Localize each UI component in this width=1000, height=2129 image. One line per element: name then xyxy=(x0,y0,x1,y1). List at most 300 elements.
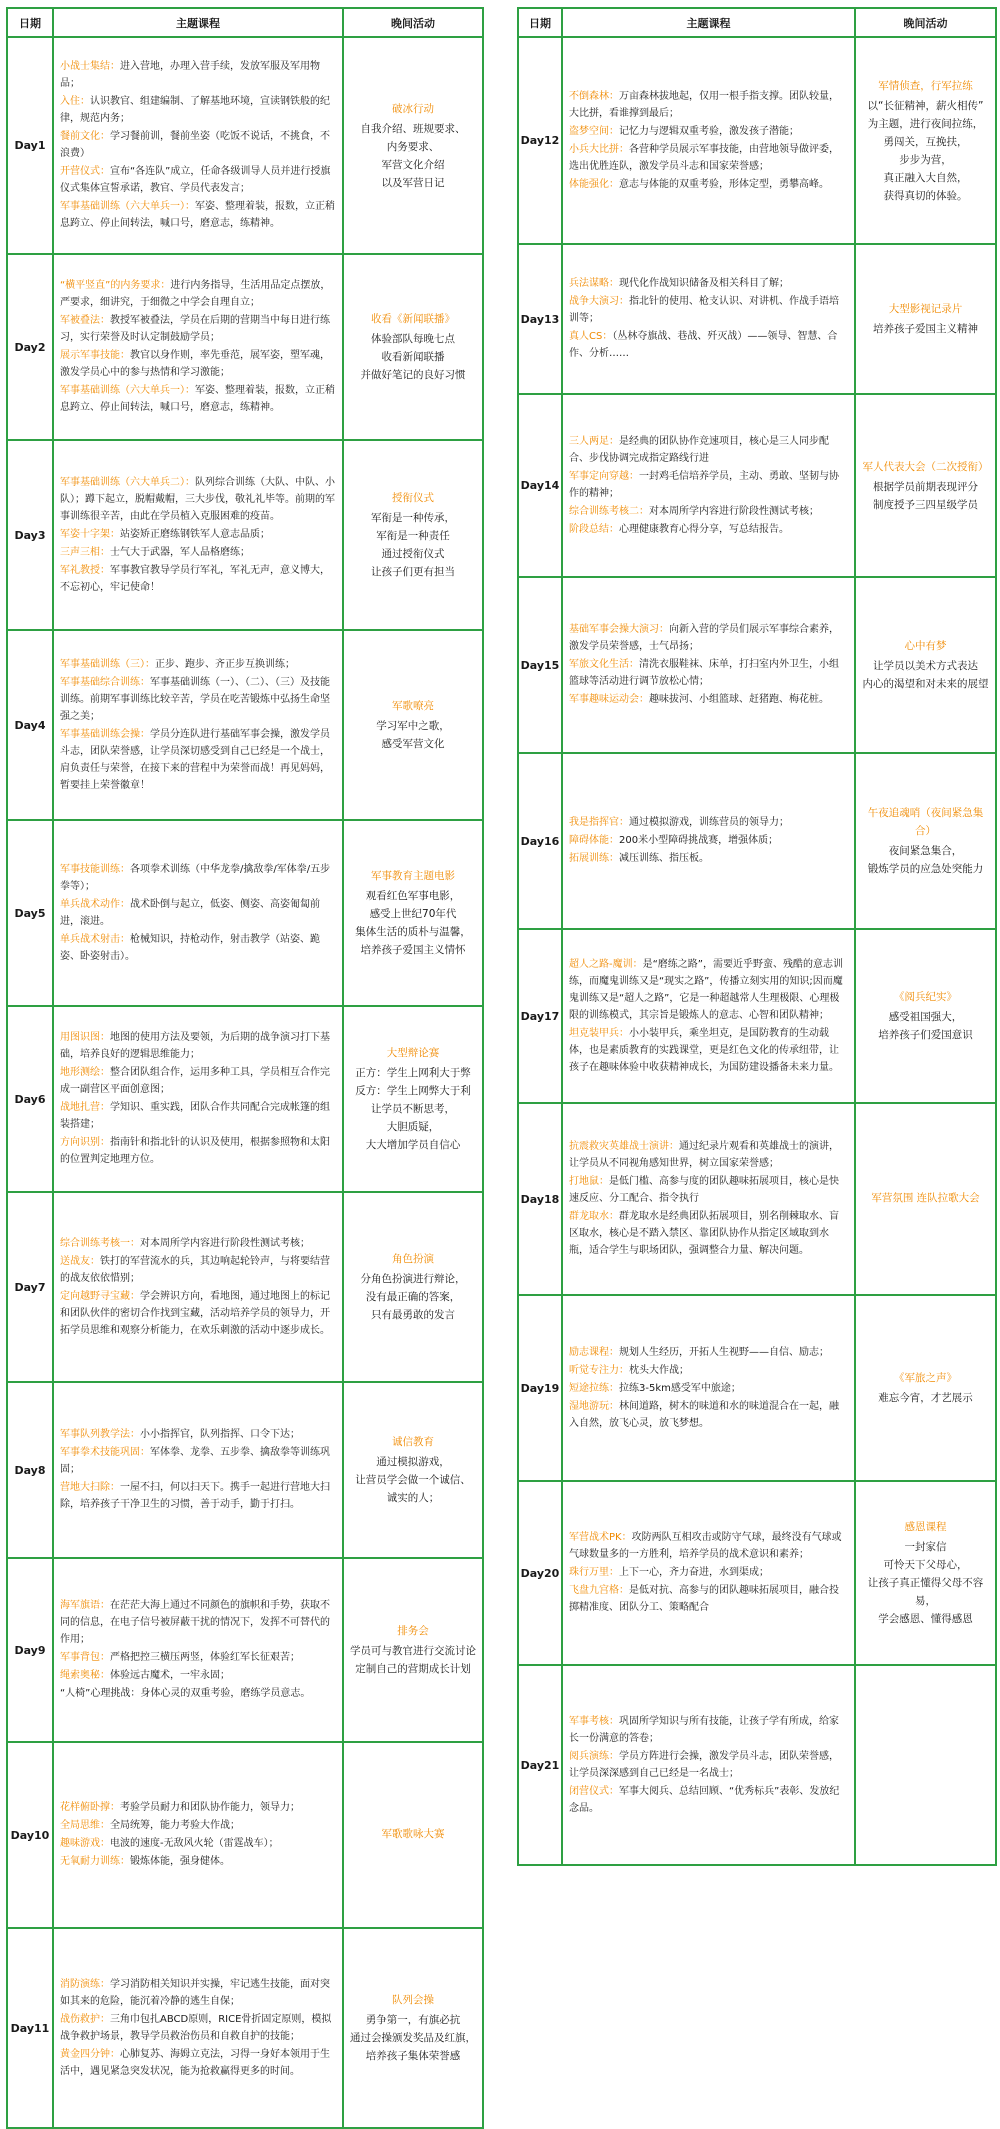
evening-line: 勇闯关，互挽扶， xyxy=(883,135,968,148)
table-row xyxy=(7,1558,483,1742)
topic-description: 清洗衣服鞋袜、床单，打扫室内外卫生，小组篮球等活动进行调节放松心情； xyxy=(569,659,839,687)
topic-description: （丛林夺旗战、巷战、歼灭战）——领导、智慧、合作、分析…… xyxy=(569,331,838,359)
topic-item xyxy=(60,347,336,381)
topic-item xyxy=(569,88,848,122)
topic-keyword: 展示军事技能： xyxy=(60,350,130,361)
topic-keyword: 打地鼠： xyxy=(569,1176,609,1187)
evening-line: 获得真切的体验。 xyxy=(883,189,968,202)
topic-keyword: 小战士集结： xyxy=(60,61,120,72)
topic-cell xyxy=(562,753,855,929)
day-label: Day16 xyxy=(518,753,562,929)
topic-description: 通过纪录片观看和英雄战士的演讲，让学员从不同视角感知世界，树立国家荣誉感； xyxy=(569,1141,839,1169)
topic-description: 意志与体能的双重考验，形体定型，勇攀高峰。 xyxy=(619,178,829,190)
topic-item xyxy=(60,544,336,561)
topic-item xyxy=(60,896,336,930)
topic-item xyxy=(60,93,336,127)
topic-description: 学员方阵进行会操，激发学员斗志，团队荣誉感，让学员深深感到自己已经是一名战士； xyxy=(569,1750,839,1779)
table-row xyxy=(518,37,996,244)
topic-keyword: 军事基础训练会操： xyxy=(60,728,150,740)
topic-description: 巩固所学知识与所有技能，让孩子学有所成，给家长一份满意的答卷； xyxy=(569,1715,839,1744)
topic-item xyxy=(60,1235,336,1252)
topic-cell xyxy=(562,577,855,753)
table-row xyxy=(7,630,483,820)
topic-keyword: 军事背包： xyxy=(60,1652,110,1663)
topic-description: 上下一心，齐力奋进，水到渠成； xyxy=(619,1567,769,1578)
topic-description: 各营种学员展示军事技能，由营地领导做评委，选出优胜连队，激发学员斗志和国家荣誉感； xyxy=(569,143,839,172)
topic-description: 通过模拟游戏，训练营员的领导力； xyxy=(629,817,789,828)
evening-line: 正方：学生上网利大于弊 xyxy=(355,1067,471,1079)
topic-item xyxy=(569,1582,848,1616)
topic-description: 是低对抗、高参与的团队趣味拓展项目，融合投掷精准度、团队分工、策略配合 xyxy=(569,1585,839,1613)
topic-item xyxy=(60,1444,336,1478)
topic-description: 是“磨练之路”，需要近乎野蛮、残酷的意志训练，而魔鬼训练又是“现实之路”，传播立刻实用的知识;因而魔鬼训练又是“超人之路”，它是一种超越常人生理极限、心理极限的训练模式，其宗旨是锻炼人的意志、心智和团队精神； xyxy=(569,958,843,1021)
day-label: Day9 xyxy=(7,1558,53,1742)
topic-item xyxy=(569,1138,848,1172)
table-row xyxy=(518,753,996,929)
topic-description: 指北针的使用、枪支认识、对讲机、作战手语培训等； xyxy=(569,296,839,324)
topic-description: 严格把控三横压两竖，体验红军长征艰苦； xyxy=(110,1652,300,1663)
topic-keyword: 送战友： xyxy=(60,1255,100,1267)
topic-description: 体验远古魔术，一牢永固； xyxy=(110,1670,230,1681)
topic-description: 认识教官、组建编制、了解基地环境，宣读钢铁般的纪律，规范内务； xyxy=(60,96,330,124)
topic-item xyxy=(569,814,848,831)
topic-description: 铁打的军营流水的兵，其边响起轮铃声，与将要结营的战友依依惜别； xyxy=(60,1255,330,1284)
evening-cell xyxy=(855,244,996,394)
table-row xyxy=(7,820,483,1006)
topic-item xyxy=(569,1208,848,1259)
topic-cell xyxy=(53,1006,343,1192)
table-row xyxy=(7,37,483,254)
topic-item xyxy=(569,293,848,327)
topic-keyword: 军营战术PK： xyxy=(569,1532,632,1543)
day-label: Day1 xyxy=(7,37,53,254)
topic-item xyxy=(60,198,336,232)
topic-description: 心肺复苏、海姆立克法，习得一身好本领用于生活中，遇见紧急突发状况，能为抢救赢得更多的时间。 xyxy=(60,2048,330,2077)
topic-keyword: 军事考核： xyxy=(569,1715,619,1727)
topic-keyword: 单兵战术动作： xyxy=(60,898,130,910)
topic-description: 一封鸡毛信培养学员，主动、勇敢、坚韧与协作的精神； xyxy=(569,470,839,499)
day-label: Day11 xyxy=(7,1928,53,2128)
table-row xyxy=(518,1103,996,1295)
evening-line: 学习军中之歌， xyxy=(376,720,450,732)
topic-item xyxy=(60,1029,336,1063)
topic-description: 指南针和指北针的认识及使用，根据参照物和太阳的位置判定地理方位。 xyxy=(60,1137,330,1165)
evening-title: 排务会 xyxy=(397,1625,429,1637)
topic-keyword: 战伤救护： xyxy=(60,2013,110,2025)
evening-title: 诚信教育 xyxy=(392,1436,434,1448)
evening-line: 让学员不断思考， xyxy=(371,1103,455,1115)
topic-item xyxy=(569,521,848,538)
day-label: Day19 xyxy=(518,1295,562,1481)
topic-description: 趣味拔河、小组篮球、赶猪跑、梅花桩。 xyxy=(649,694,829,705)
topic-item xyxy=(569,123,848,140)
evening-line: 以及军营日记 xyxy=(381,176,445,189)
topic-keyword: 战地扎营： xyxy=(60,1102,110,1113)
topic-description: 考验学员耐力和团队协作能力，领导力； xyxy=(120,1802,300,1813)
topic-description: 枪械知识，持枪动作，射击教学（站姿、跪姿、卧姿射击）。 xyxy=(60,933,320,962)
evening-line: 以“长征精神，薪火相传” xyxy=(867,99,984,112)
header-topic: 主题课程 xyxy=(53,8,343,37)
evening-line: 一封家信 xyxy=(904,1541,947,1553)
topic-item xyxy=(60,382,336,416)
evening-line: 锻炼学员的应急处突能力 xyxy=(867,863,984,875)
topic-item xyxy=(60,1288,336,1339)
topic-description: 学员分连队进行基础军事会操，激发学员斗志，团队荣誉感，让学员深切感受到自己已经是一个战士，肩负责任与荣誉，在接下来的营程中为荣誉而战！再见妈妈，暂要挂上荣誉徽章！ xyxy=(60,728,330,791)
topic-description: 军姿、整理着装，报数，立正稍息跨立、停止间转法，喊口号，磨意志，练精神。 xyxy=(60,201,335,229)
topic-keyword: 黄金四分钟： xyxy=(60,2048,120,2060)
table-row xyxy=(518,1481,996,1665)
topic-item xyxy=(569,1783,848,1817)
topic-description: 是经典的团队协作竞速项目，核心是三人同步配合、步伐协调完成指定路线行进 xyxy=(569,435,829,464)
header-topic: 主题课程 xyxy=(562,8,855,37)
topic-keyword: 湿地游玩： xyxy=(569,1400,619,1412)
topic-keyword: 军礼教授： xyxy=(60,564,110,576)
topic-item xyxy=(60,526,336,543)
evening-line: 培养孩子爱国主义情怀 xyxy=(360,944,466,956)
topic-item xyxy=(569,850,848,867)
table-header-row xyxy=(518,8,996,37)
day-label: Day3 xyxy=(7,440,53,630)
topic-description: 三角巾包扎ABCD原则，RICE骨折固定原则，模拟战争救护场景，教导学员救治伤员和自救自护的技能； xyxy=(60,2013,332,2042)
topic-keyword: “横平竖直”的内务要求： xyxy=(60,280,171,291)
topic-cell xyxy=(562,394,855,577)
evening-title: 大型影视记录片 xyxy=(888,303,963,315)
topic-keyword: 用图识图： xyxy=(60,1032,110,1043)
topic-item xyxy=(60,277,336,311)
day-label: Day10 xyxy=(7,1742,53,1928)
topic-keyword: 三人两足： xyxy=(569,435,619,447)
topic-keyword: 无氧耐力训练： xyxy=(60,1856,130,1867)
topic-item xyxy=(60,1064,336,1098)
topic-item xyxy=(60,1479,336,1513)
topic-keyword: 军事趣味运动会： xyxy=(569,694,649,705)
topic-keyword: 抗震救灾英雄战士演讲： xyxy=(569,1141,679,1152)
topic-keyword: 三声三相： xyxy=(60,546,110,558)
topic-item xyxy=(60,2046,336,2080)
header-day: 日期 xyxy=(518,8,562,37)
topic-keyword: 军事技能训练： xyxy=(60,863,130,875)
topic-item xyxy=(60,474,336,525)
evening-title: 心中有梦 xyxy=(904,640,947,652)
evening-cell xyxy=(855,1295,996,1481)
topic-description: 正步、跑步、齐正步互换训练； xyxy=(155,658,295,670)
evening-line: 培养孩子们爱国意识 xyxy=(878,1029,973,1041)
day-label: Day7 xyxy=(7,1192,53,1382)
evening-title: 队列会操 xyxy=(392,1994,434,2006)
topic-item xyxy=(60,931,336,965)
evening-line: 感受祖国强大， xyxy=(888,1011,963,1023)
topic-description: 军体拳、龙拳、五步拳、擒敌拳等训练巩固； xyxy=(60,1447,330,1475)
topic-item xyxy=(569,1380,848,1397)
evening-line: 培养孩子集体荣誉感 xyxy=(365,2050,461,2062)
topic-keyword: 军事定向穿越： xyxy=(569,470,639,482)
topic-item xyxy=(60,58,336,92)
topic-item xyxy=(60,562,336,596)
evening-line: 收看新闻联播 xyxy=(381,351,445,363)
topic-cell xyxy=(562,1295,855,1481)
evening-cell xyxy=(343,440,483,630)
day-label: Day6 xyxy=(7,1006,53,1192)
evening-title: 感恩课程 xyxy=(904,1521,947,1533)
evening-cell xyxy=(855,1481,996,1665)
topic-keyword: 军事基础训练（三）： xyxy=(60,658,155,670)
topic-description: 对本周所学内容进行阶段性测试考核； xyxy=(649,505,819,517)
topic-description: 队列综合训练（大队、中队、小队）；蹲下起立，脱帽戴帽，三大步伐，敬礼礼毕等。前期的军事训练很辛苦，由此在学员植入克服困难的疫苗。 xyxy=(60,476,335,522)
topic-item xyxy=(60,128,336,162)
topic-item xyxy=(60,163,336,197)
topic-description: 站姿矫正磨练钢铁军人意志品质； xyxy=(120,528,270,540)
topic-description: 小小指挥官，队列指挥、口令下达； xyxy=(140,1429,300,1440)
topic-description: 心理健康教育心得分享，写总结报告。 xyxy=(619,523,789,535)
topic-description: 攻防两队互相攻击或防守气球，最终没有气球或气球数量多的一方胜利，培养学员的战术意识和素养； xyxy=(569,1532,842,1560)
topic-item xyxy=(60,1099,336,1133)
topic-item xyxy=(60,1685,336,1702)
topic-description: 全局统筹，能力考验大作战； xyxy=(110,1820,240,1831)
topic-item xyxy=(569,1025,848,1076)
table-row xyxy=(7,1928,483,2128)
evening-cell xyxy=(855,1665,996,1865)
topic-item xyxy=(569,691,848,708)
topic-item xyxy=(569,468,848,502)
day-label: Day18 xyxy=(518,1103,562,1295)
topic-cell xyxy=(53,1558,343,1742)
day-label: Day12 xyxy=(518,37,562,244)
topic-keyword: 单兵战术射击： xyxy=(60,933,130,945)
topic-keyword: 军旅文化生活： xyxy=(569,659,639,670)
table-header-row xyxy=(7,8,483,37)
topic-keyword: 闭营仪式： xyxy=(569,1785,619,1797)
topic-description: 对本周所学内容进行阶段性测试考核； xyxy=(140,1237,310,1249)
evening-title: 军事教育主题电影 xyxy=(371,870,455,882)
topic-keyword: 餐前文化： xyxy=(60,131,110,142)
header-evening: 晚间活动 xyxy=(343,8,483,37)
topic-keyword: 军事基础综合训练： xyxy=(60,676,150,688)
topic-description: 军姿、整理着装，报数，立正稍息跨立、停止间转法，喊口号，磨意志，练精神。 xyxy=(60,385,335,413)
table-row xyxy=(7,1742,483,1928)
evening-line: 培养孩子爱国主义精神 xyxy=(873,323,978,335)
topic-keyword: 方向识别： xyxy=(60,1137,110,1148)
evening-title: 收看《新闻联播》 xyxy=(371,313,455,325)
evening-title: 军营氛围 连队拉歌大会 xyxy=(871,1192,980,1204)
topic-keyword: 军事基础训练（六大单兵二）： xyxy=(60,476,195,488)
topic-description: 学习餐前训，餐前坐姿（吃饭不说话，不挑食，不浪费） xyxy=(60,131,330,159)
topic-keyword: 体能强化： xyxy=(569,178,619,190)
topic-item xyxy=(60,1853,336,1870)
evening-title: 午夜追魂哨（夜间紧急集合） xyxy=(867,807,984,837)
topic-description: 整合团队组合作，运用多种工具，学员相互合作完成一副营区平面创意图； xyxy=(60,1067,330,1095)
evening-cell xyxy=(855,394,996,577)
topic-item xyxy=(569,621,848,655)
topic-item xyxy=(569,433,848,467)
topic-keyword: 军事基础训练（六大单兵一）： xyxy=(60,201,195,212)
topic-item xyxy=(60,1817,336,1834)
schedule-table-right xyxy=(517,7,997,1866)
topic-description: 教授军被叠法，学员在后期的营期当中每日进行练习，实行荣誉及时认定制鼓励学员； xyxy=(60,315,330,343)
evening-line: 通过授衔仪式 xyxy=(381,548,445,560)
topic-description: 锻炼体能，强身健体。 xyxy=(130,1856,230,1867)
evening-line: 让孩子们更有担当 xyxy=(371,566,455,578)
evening-line: 内心的渴望和对未来的展望 xyxy=(862,678,989,690)
topic-description: 林间道路，树木的味道和水的味道混合在一起，融入自然，放飞心灵，放飞梦想。 xyxy=(569,1400,839,1429)
evening-line: 军衔是一种传承， xyxy=(371,512,455,524)
topic-item xyxy=(569,1398,848,1432)
evening-line: 军衔是一种责任 xyxy=(376,530,450,542)
topic-item xyxy=(569,1529,848,1563)
evening-line: 可怜天下父母心， xyxy=(883,1559,968,1571)
topic-cell xyxy=(562,1481,855,1665)
topic-description: 学习消防相关知识并实操，牢记逃生技能，面对突如其来的危险，能沉着冷静的逃生自保； xyxy=(60,1978,330,2007)
topic-item xyxy=(60,1799,336,1816)
topic-item xyxy=(569,141,848,175)
evening-cell xyxy=(343,1382,483,1558)
evening-cell xyxy=(343,1742,483,1928)
topic-description: 小小装甲兵，乘坐坦克，是国防教育的生动载体，也是素质教育的实践课堂，更是红色文化的传承纽带，让孩子在趣味体验中收获精神成长，为国防建设播备未来力量。 xyxy=(569,1027,839,1073)
evening-cell xyxy=(343,1928,483,2128)
topic-keyword: 花样俯卧撑： xyxy=(60,1802,120,1813)
table-row xyxy=(7,1006,483,1192)
evening-line: 内务要求、 xyxy=(386,140,440,153)
topic-description: 在茫茫大海上通过不同颜色的旗帜和手势，获取不同的信息，在电子信号被屏蔽干扰的情况下，发挥不可替代的作用； xyxy=(60,1600,330,1645)
table-row xyxy=(518,244,996,394)
table-row xyxy=(7,1382,483,1558)
evening-title: 军歌歌咏大赛 xyxy=(381,1828,445,1840)
day-label: Day15 xyxy=(518,577,562,753)
topic-item xyxy=(60,1976,336,2010)
topic-item xyxy=(60,2011,336,2045)
table-row xyxy=(7,440,483,630)
topic-item xyxy=(60,1835,336,1852)
day-label: Day17 xyxy=(518,929,562,1103)
evening-line: 让孩子真正懂得父母不容易， xyxy=(867,1577,984,1607)
topic-item xyxy=(60,1426,336,1443)
topic-cell xyxy=(53,1928,343,2128)
topic-description: 军事基础训练（一）、（二）、（三）及技能训练。前期军事训练比较辛苦，学员在吃苦锻炼中弘扬生命坚强之美； xyxy=(60,676,330,722)
topic-keyword: 不倒森林： xyxy=(569,90,619,102)
evening-title: 角色扮演 xyxy=(392,1253,434,1265)
topic-description: 军事教官教导学员行军礼，军礼无声，意义博大，不忘初心，牢记使命！ xyxy=(60,564,330,593)
topic-keyword: 定向越野寻宝藏： xyxy=(60,1290,140,1302)
day-label: Day5 xyxy=(7,820,53,1006)
topic-description: 向新入营的学员们展示军事综合素养，激发学员荣誉感，士气昂扬； xyxy=(569,624,839,652)
header-day: 日期 xyxy=(7,8,53,37)
topic-cell xyxy=(53,630,343,820)
topic-cell xyxy=(53,1382,343,1558)
topic-item xyxy=(569,1173,848,1207)
topic-description: 宣布“各连队”成立，任命各级训导人员并进行授旗仪式集体宣誓承诺，教官、学员代表发言； xyxy=(60,166,331,194)
topic-description: 学会辨识方向，看地图，通过地图上的标记和团队伙伴的密切合作找到宝藏，活动培养学员的领导力，开拓学员思维和观察分析能力，在欢乐刺激的活动中逐步成长。 xyxy=(60,1290,330,1336)
topic-item xyxy=(60,861,336,895)
topic-keyword: 基础军事会操大演习： xyxy=(569,624,669,635)
evening-line: 并做好笔记的良好习惯 xyxy=(360,369,466,381)
evening-line: 真正融入大自然， xyxy=(883,171,968,184)
topic-keyword: 超人之路-魔训： xyxy=(569,958,643,970)
topic-item xyxy=(569,328,848,362)
topic-keyword: 军姿十字架： xyxy=(60,528,120,540)
topic-description: 枕头大作战； xyxy=(629,1364,689,1376)
table-row xyxy=(7,254,483,440)
topic-item xyxy=(60,312,336,346)
evening-cell xyxy=(855,929,996,1103)
topic-item xyxy=(569,1748,848,1782)
topic-description: 减压训练、指压板。 xyxy=(619,853,709,864)
table-row xyxy=(518,1295,996,1481)
evening-line: 大胆质疑， xyxy=(386,1121,440,1133)
topic-description: 一屋不扫，何以扫天下。携手一起进行营地大扫除，培养孩子干净卫生的习惯，善于动手，勤于打扫。 xyxy=(60,1482,330,1510)
evening-title: 军歌嘹亮 xyxy=(392,700,434,712)
day-label: Day20 xyxy=(518,1481,562,1665)
topic-item xyxy=(569,1713,848,1747)
evening-cell xyxy=(343,630,483,820)
evening-line: 只有最勇敢的发言 xyxy=(371,1309,455,1321)
topic-item xyxy=(60,1134,336,1168)
topic-cell xyxy=(53,1192,343,1382)
topic-keyword: 消防演练： xyxy=(60,1978,110,1990)
topic-item xyxy=(569,1362,848,1379)
evening-line: 体验部队每晚七点 xyxy=(371,333,455,345)
topic-item xyxy=(569,656,848,690)
topic-keyword: 飞盘九宫格： xyxy=(569,1585,629,1596)
topic-description: “人椅”心理挑战：身体心灵的双重考验，磨练学员意志。 xyxy=(60,1688,311,1699)
evening-line: 为主题，进行夜间拉练， xyxy=(867,117,984,130)
evening-title: 军人代表大会（二次授衔） xyxy=(862,460,989,473)
topic-item xyxy=(569,1344,848,1361)
topic-description: 士气大于武器，军人品格磨练； xyxy=(110,546,250,558)
evening-cell xyxy=(343,1006,483,1192)
topic-keyword: 群龙取水： xyxy=(569,1211,619,1222)
topic-cell xyxy=(53,820,343,1006)
topic-keyword: 综合训练考核二： xyxy=(569,505,649,517)
topic-cell xyxy=(562,244,855,394)
topic-description: 现代化作战知识储备及相关科目了解； xyxy=(619,278,789,289)
evening-line: 学会感恩、懂得感恩 xyxy=(878,1613,973,1625)
evening-line: 让营员学会做一个诚信、 xyxy=(355,1474,471,1486)
evening-line: 通过模拟游戏， xyxy=(376,1456,450,1468)
day-label: Day4 xyxy=(7,630,53,820)
topic-item xyxy=(60,1253,336,1287)
table-row xyxy=(518,1665,996,1865)
topic-keyword: 全局思维： xyxy=(60,1820,110,1831)
topic-keyword: 综合训练考核一： xyxy=(60,1237,140,1249)
topic-description: 规划人生经历，开拓人生视野——自信、励志； xyxy=(619,1346,829,1358)
topic-cell xyxy=(562,1665,855,1865)
table-row xyxy=(7,1192,483,1382)
topic-item xyxy=(569,956,848,1024)
topic-keyword: 开营仪式： xyxy=(60,166,110,177)
evening-line: 自我介绍、班规要求、 xyxy=(360,122,466,135)
evening-title: 授衔仪式 xyxy=(392,492,434,504)
topic-item xyxy=(60,1649,336,1666)
topic-keyword: 珠行万里： xyxy=(569,1567,619,1578)
evening-line: 诚实的人； xyxy=(386,1492,440,1504)
evening-cell xyxy=(855,37,996,244)
evening-cell xyxy=(855,1103,996,1295)
topic-description: 拉练3-5km感受军中旅途； xyxy=(619,1382,741,1394)
topic-item xyxy=(60,726,336,794)
topic-description: 群龙取水是经典团队拓展项目，别名削棘取水、盲区取水，核心是不踏入禁区、靠团队协作从指定区域取到水瓶，适合学生与职场团队，强调整合力量、解决问题。 xyxy=(569,1211,839,1256)
evening-cell xyxy=(343,1558,483,1742)
topic-description: 是低门槛、高参与度的团队趣味拓展项目，核心是快速反应、分工配合、指令执行 xyxy=(569,1176,839,1204)
topic-keyword: 营地大扫除： xyxy=(60,1482,120,1493)
topic-keyword: 短途拉练： xyxy=(569,1382,619,1394)
evening-cell xyxy=(855,577,996,753)
evening-cell xyxy=(343,37,483,254)
topic-keyword: 入住： xyxy=(60,96,90,107)
topic-keyword: 军事基础训练（六大单兵一）： xyxy=(60,385,195,396)
topic-keyword: 拓展训练： xyxy=(569,853,619,864)
topic-item xyxy=(60,1667,336,1684)
day-label: Day14 xyxy=(518,394,562,577)
schedule-table-left xyxy=(6,7,484,2129)
